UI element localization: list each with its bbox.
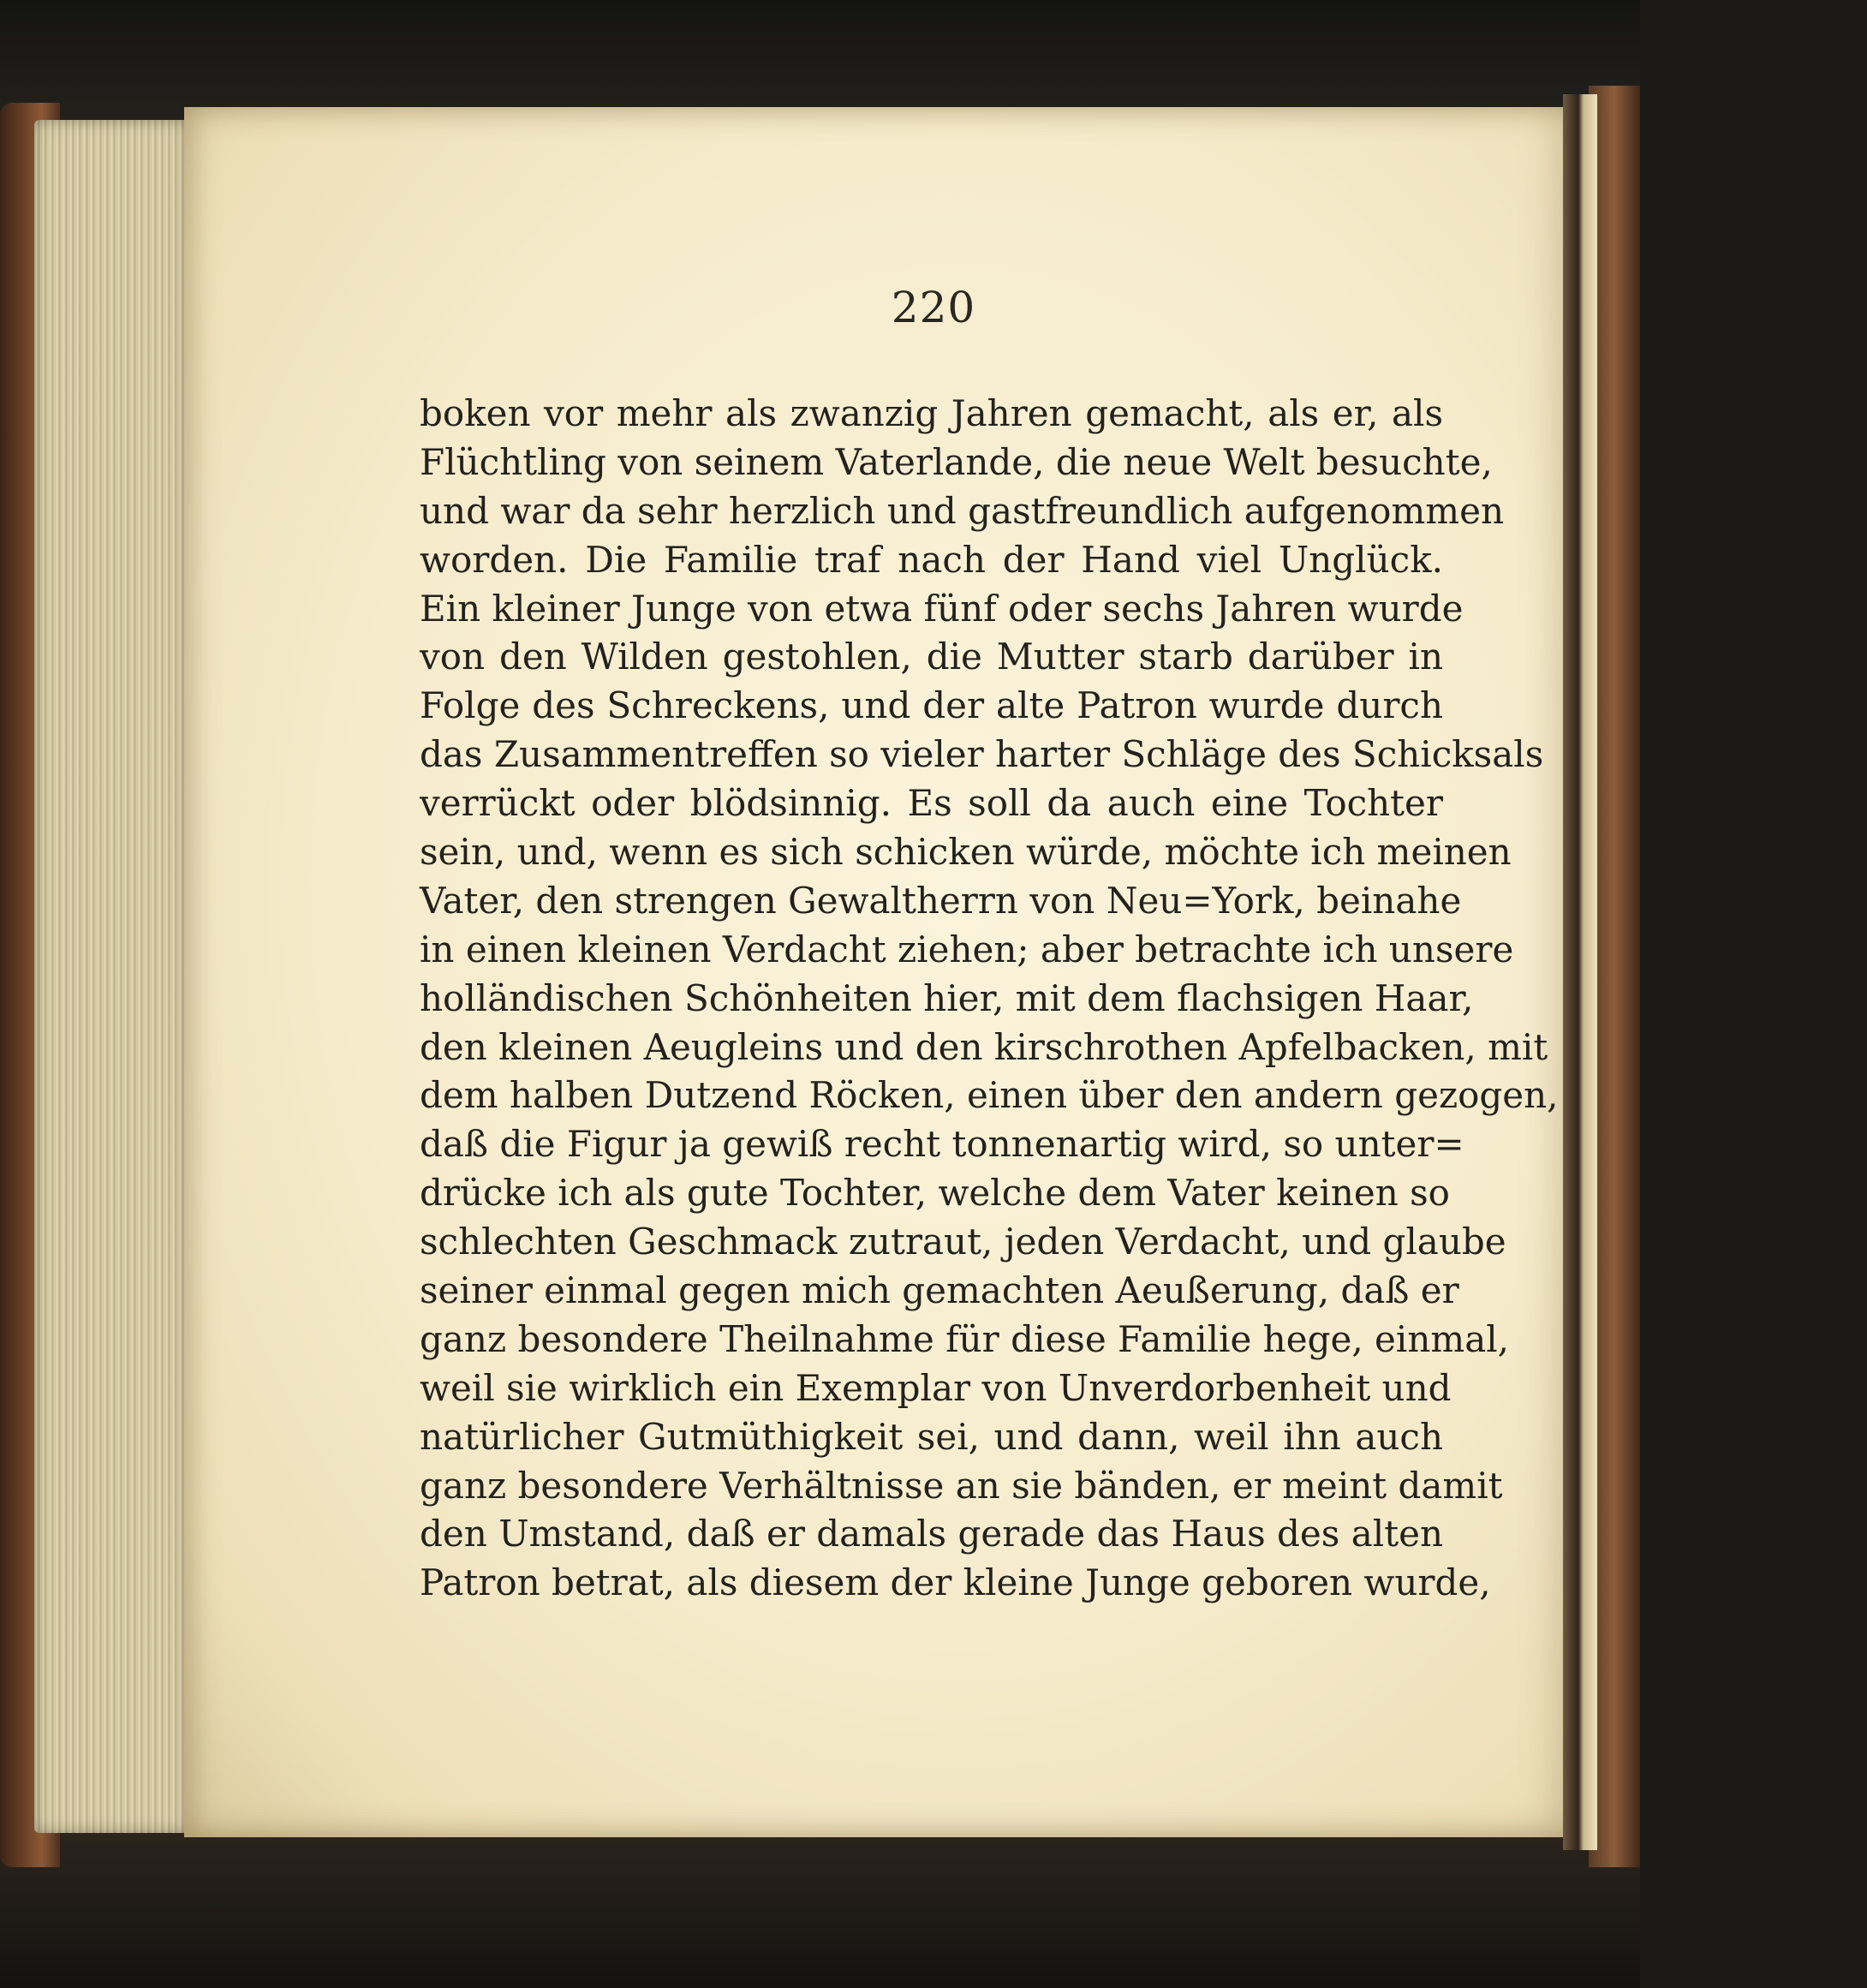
text-line: natürlicher Gutmüthigkeit sei, und dann, weil ihn auch xyxy=(420,1415,1443,1458)
text-line: Flüchtling von seinem Vaterlande, die neue Welt besuchte, xyxy=(420,440,1493,483)
text-line: daß die Figur ja gewiß recht tonnenartig wird, so unter= xyxy=(420,1123,1464,1166)
text-line: seiner einmal gegen mich gemachten Aeußerung, daß er xyxy=(420,1269,1459,1312)
text-line: in einen kleinen Verdacht ziehen; aber betrachte ich unsere xyxy=(420,928,1514,970)
text-line: und war da sehr herzlich und gastfreundlich aufgenommen xyxy=(420,489,1505,532)
page-stack-edges xyxy=(34,120,188,1833)
text-line: ganz besondere Theilnahme für diese Familie hege, einmal, xyxy=(420,1317,1510,1360)
text-line: Folge des Schreckens, und der alte Patron wurde durch xyxy=(420,684,1443,727)
text-line: das Zusammentreffen so vieler harter Schläge des Schicksals xyxy=(420,733,1544,776)
text-line: weil sie wirklich ein Exemplar von Unverdorbenheit und xyxy=(420,1366,1452,1409)
text-line: sein, und, wenn es sich schicken würde, möchte ich meinen xyxy=(420,831,1512,874)
text-line: ganz besondere Verhältnisse an sie bänden, er meint damit xyxy=(420,1464,1503,1507)
text-line: worden. Die Familie traf nach der Hand viel Unglück. xyxy=(420,538,1443,581)
text-line: Vater, den strengen Gewaltherrn von Neu=York, beinahe xyxy=(420,879,1462,922)
body-text xyxy=(420,390,1559,1608)
text-line: dem halben Dutzend Röcken, einen über den andern gezogen, xyxy=(420,1074,1559,1117)
page-number: 220 xyxy=(891,283,976,332)
text-line: den Umstand, daß er damals gerade das Haus des alten xyxy=(420,1513,1443,1555)
text-line: drücke ich als gute Tochter, welche dem Vater keinen so xyxy=(420,1172,1450,1215)
book-cover-bottom xyxy=(0,1833,1640,1988)
text-line: Patron betrat, als diesem der kleine Junge geboren wurde, xyxy=(420,1561,1491,1604)
text-line: den kleinen Aeugleins und den kirschrothen Apfelbacken, mit xyxy=(420,1025,1548,1068)
text-line: holländischen Schönheiten hier, mit dem flachsigen Haar, xyxy=(420,976,1474,1019)
text-line: verrückt oder blödsinnig. Es soll da auch eine Tochter xyxy=(420,782,1443,825)
book-gutter xyxy=(1563,94,1597,1850)
text-line: boken vor mehr als zwanzig Jahren gemacht, als er, als xyxy=(420,392,1443,434)
text-line: schlechten Geschmack zutraut, jeden Verdacht, und glaube xyxy=(420,1221,1506,1263)
text-line: Ein kleiner Junge von etwa fünf oder sechs Jahren wurde xyxy=(420,587,1464,630)
text-line: von den Wilden gestohlen, die Mutter starb darüber in xyxy=(420,636,1443,678)
